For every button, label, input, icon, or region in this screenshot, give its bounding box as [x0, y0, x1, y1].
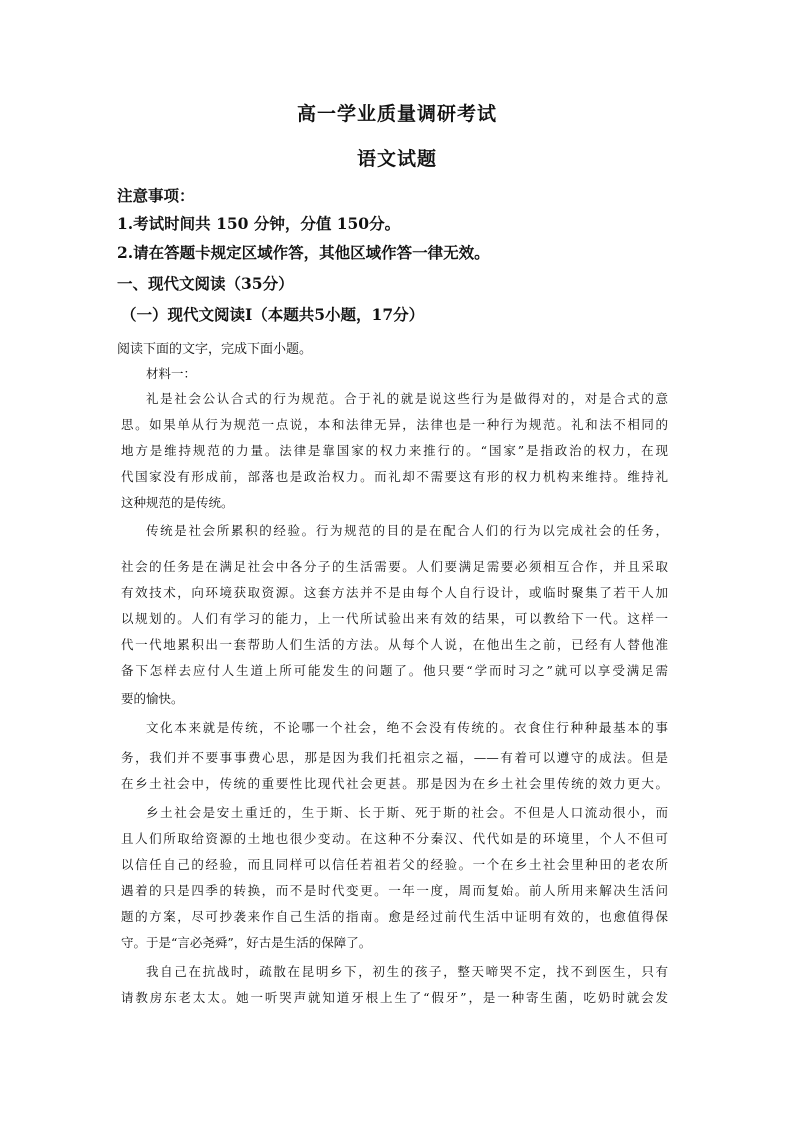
passage-line: 以信任自己的经验，而且同样可以信任若祖若父的经验。一个在乡土社会里种田的老农所: [121, 857, 668, 872]
passage-line: 有效技术，向环境获取资源。这套方法并不是由每个人自行设计，或临时聚集了若干人加: [121, 585, 668, 600]
passage-line: 备下怎样去应付人生道上所可能发生的问题了。他只要“学而时习之”就可以享受满足需: [121, 663, 668, 678]
passage-line: 思。如果单从行为规范一点说，本和法律无异，法律也是一种行为规范。礼和法不相同的: [121, 417, 668, 432]
sub-section-heading: （一）现代文阅读Ⅰ（本题共5小题，17分）: [121, 305, 425, 324]
notice-item-1: 1.考试时间共 150 分钟，分值 150分。: [117, 214, 401, 233]
passage-line: 文化本来就是传统，不论哪一个社会，绝不会没有传统的。衣食住行种种最基本的事: [146, 720, 668, 735]
section-heading: 一、现代文阅读（35分）: [117, 274, 294, 293]
exam-subtitle: 语文试题: [356, 148, 437, 170]
passage-line: 在乡土社会中，传统的重要性比现代社会更甚。那是因为在乡土社会里传统的效力更大。: [121, 776, 668, 791]
material-label: 材料一：: [146, 366, 197, 381]
passage-line: 地方是维持规范的力量。法律是靠国家的权力来推行的。“国家”是指政治的权力，在现: [121, 443, 668, 458]
passage-line: 代国家没有形成前，部落也是政治权力。而礼却不需要这有形的权力机构来维持。维持礼: [121, 469, 668, 484]
notice-label: 注意事项：: [117, 186, 195, 205]
exam-title: 高一学业质量调研考试: [296, 103, 497, 125]
notice-item-2: 2.请在答题卡规定区域作答，其他区域作答一律无效。: [117, 243, 490, 262]
passage-line: 请教房东老太太。她一听哭声就知道牙根上生了“假牙”，是一种寄生菌，吃奶时就会发: [121, 990, 668, 1005]
passage-line: 这种规范的是传统。: [121, 495, 234, 510]
passage-line: 务，我们并不要事事费心思，那是因为我们托祖宗之福，——有着可以遵守的成法。但是: [121, 750, 668, 765]
passage-line: 我自己在抗战时，疏散在昆明乡下，初生的孩子，整天啼哭不定，找不到医生，只有: [146, 964, 668, 979]
passage-line: 守。于是“言必尧舜”，好古是生活的保障了。: [121, 935, 372, 950]
passage-line: 遇着的只是四季的转换，而不是时代变更。一年一度，周而复始。前人所用来解决生活问: [121, 883, 668, 898]
passage-line: 题的方案，尽可抄袭来作自己生活的指南。愈是经过前代生活中证明有效的，也愈值得保: [121, 909, 668, 924]
passage-line: 社会的任务是在满足社会中各分子的生活需要。人们要满足需要必须相互合作，并且采取: [121, 559, 668, 574]
reading-instruction: 阅读下面的文字，完成下面小题。: [117, 342, 313, 357]
passage-line: 代一代地累积出一套帮助人们生活的方法。从每个人说，在他出生之前，已经有人替他准: [121, 637, 668, 652]
passage-line: 且人们所取给资源的土地也很少变动。在这种不分秦汉、代代如是的环境里，个人不但可: [121, 831, 668, 846]
passage-line: 传统是社会所累积的经验。行为规范的目的是在配合人们的行为以完成社会的任务，: [146, 523, 668, 538]
passage-line: 以规划的。人们有学习的能力，上一代所试验出来有效的结果，可以教给下一代。这样一: [121, 611, 668, 626]
passage-line: 礼是社会公认合式的行为规范。合于礼的就是说这些行为是做得对的，对是合式的意: [146, 391, 668, 406]
passage-line: 乡土社会是安土重迁的，生于斯、长于斯、死于斯的社会。不但是人口流动很小，而: [146, 805, 668, 820]
passage-line: 要的愉快。: [121, 691, 184, 706]
